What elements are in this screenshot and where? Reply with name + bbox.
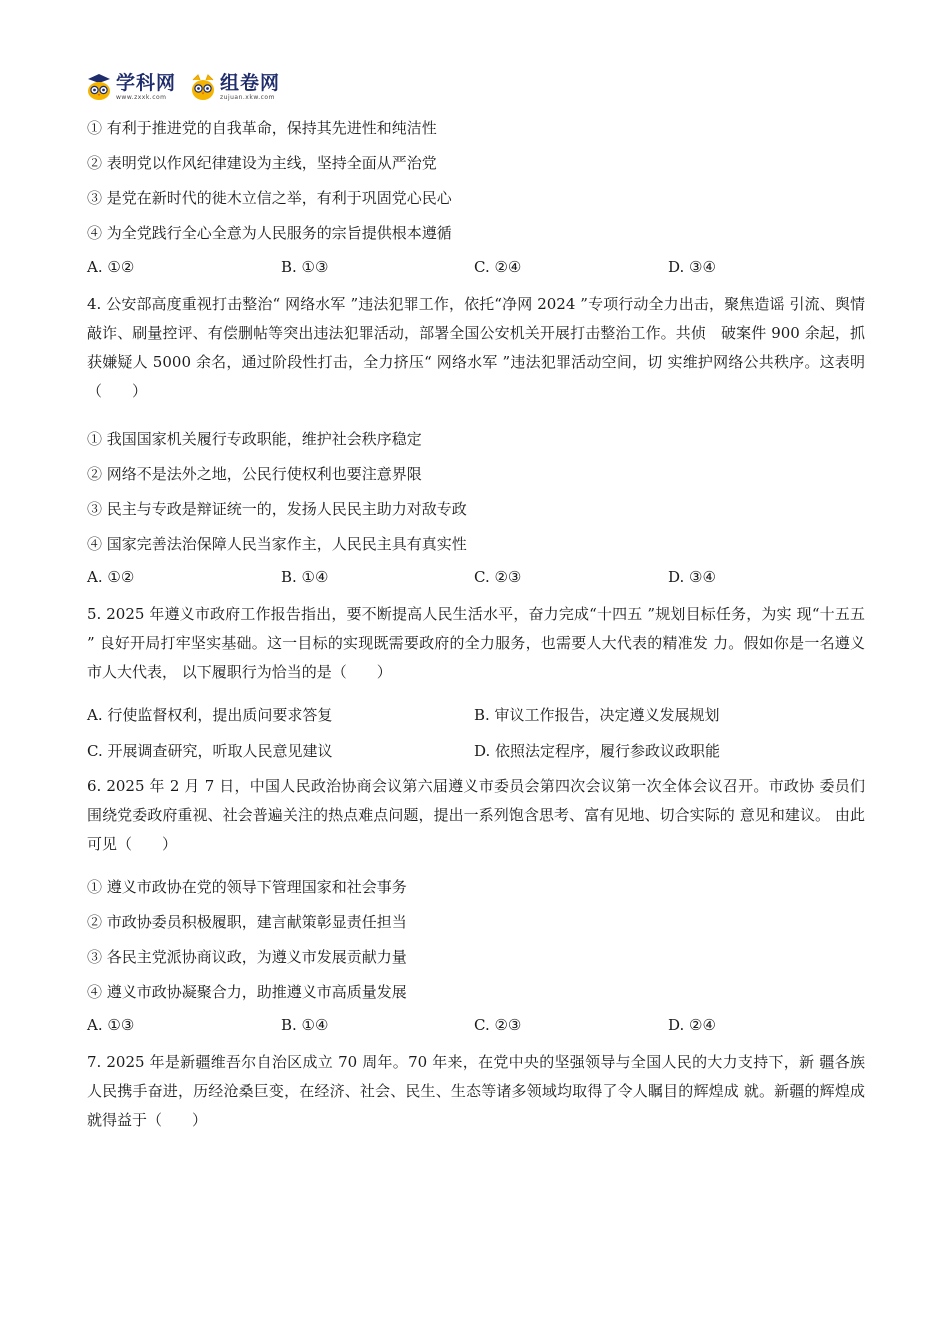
q6-option-c[interactable]: C. ②③: [474, 1016, 522, 1034]
q4-statement-1: ① 我国国家机关履行专政职能，维护社会秩序稳定: [87, 430, 422, 448]
zujuanwang-logo: [190, 70, 280, 104]
q3-option-b[interactable]: B. ①③: [281, 258, 329, 276]
q3-statement-2: ② 表明党以作风纪律建设为主线，坚持全面从严治党: [87, 154, 437, 172]
q6-option-b[interactable]: B. ①④: [281, 1016, 329, 1034]
q4-statement-3: ③ 民主与专政是辩证统一的，发扬人民民主助力对敌专政: [87, 500, 467, 518]
q6-statement-1: ① 遵义市政协在党的领导下管理国家和社会事务: [87, 878, 407, 896]
q4-statement-4: ④ 国家完善法治保障人民当家作主，人民民主具有真实性: [87, 535, 467, 553]
owl-icon: [86, 73, 112, 101]
q4-option-a[interactable]: A. ①②: [87, 568, 135, 586]
logo2-url: zujuan.xkw.com: [220, 93, 275, 101]
q5-option-d[interactable]: D. 依照法定程序，履行参政议政职能: [474, 742, 721, 760]
q6-option-d[interactable]: D. ②④: [668, 1016, 716, 1034]
q6-statement-4: ④ 遵义市政协凝聚合力，助推遵义市高质量发展: [87, 983, 407, 1001]
q4-option-d[interactable]: D. ③④: [668, 568, 716, 586]
q4-stem: 4. 公安部高度重视打击整治“ 网络水军 ”违法犯罪工作，依托“净网 2024 ”专项行动全力出击，聚焦造谣 引流、舆情敲诈、刷量控评、有偿删帖等突出违法犯罪活动，部署全国公安机关开展打击整治工作。共侦 破案件 900 余起，抓获嫌疑人 5000 余名，通过阶段性打击，全力挤压“ 网络水军 ”违法犯罪活动空间，切 实维护网络公共秩序。这表明（ ）: [87, 295, 865, 400]
q4-statement-2: ② 网络不是法外之地，公民行使权利也要注意界限: [87, 465, 422, 483]
q6-stem: 6. 2025 年 2 月 7 日，中国人民政治协商会议第六届遵义市委员会第四次会议第一次全体会议召开。市政协 委员们围绕党委政府重视、社会普遍关注的热点难点问题，提出一系列饱含思考、富有见地、切合实际的 意见和建议。 由此可见（ ）: [87, 777, 865, 853]
q3-option-a[interactable]: A. ①②: [87, 258, 135, 276]
q5-stem: 5. 2025 年遵义市政府工作报告指出，要不断提高人民生活水平，奋力完成“十四五 ”规划目标任务，为实 现“十五五 ” 良好开局打牢坚实基础。这一目标的实现既需要政府的全力服务，也需要人大代表的精准发 力。假如你是一名遵义市人大代表， 以下履职行为恰当的是（ ）: [87, 605, 865, 681]
q3-statement-4: ④ 为全党践行全心全意为人民服务的宗旨提供根本遵循: [87, 224, 452, 242]
q4-option-c[interactable]: C. ②③: [474, 568, 522, 586]
q6-option-a[interactable]: A. ①③: [87, 1016, 135, 1034]
xuekewang-logo: [86, 70, 176, 104]
q7-stem: 7. 2025 年是新疆维吾尔自治区成立 70 周年。70 年来，在党中央的坚强领导与全国人民的大力支持下，新 疆各族人民携手奋进，历经沧桑巨变，在经济、社会、民生、生态等诸多领域均取得了令人瞩目的辉煌成 就。新疆的辉煌成就得益于（ ）: [87, 1053, 865, 1129]
logo1-url: www.zxxk.com: [116, 93, 167, 101]
q3-statement-1: ① 有利于推进党的自我革命，保持其先进性和纯洁性: [87, 119, 437, 137]
logo2-name: 组卷网: [220, 71, 281, 94]
q6-statement-3: ③ 各民主党派协商议政，为遵义市发展贡献力量: [87, 948, 407, 966]
q6-statement-2: ② 市政协委员积极履职，建言献策彰显责任担当: [87, 913, 407, 931]
q3-option-c[interactable]: C. ②④: [474, 258, 522, 276]
q5-option-a[interactable]: A. 行使监督权利，提出质问要求答复: [87, 706, 333, 724]
q4-option-b[interactable]: B. ①④: [281, 568, 329, 586]
q3-statement-3: ③ 是党在新时代的徙木立信之举，有利于巩固党心民心: [87, 189, 452, 207]
q5-option-c[interactable]: C. 开展调查研究，听取人民意见建议: [87, 742, 333, 760]
logo1-name: 学科网: [116, 71, 177, 94]
owl-icon: [190, 73, 216, 101]
q3-option-d[interactable]: D. ③④: [668, 258, 716, 276]
q5-option-b[interactable]: B. 审议工作报告，决定遵义发展规划: [474, 706, 720, 724]
